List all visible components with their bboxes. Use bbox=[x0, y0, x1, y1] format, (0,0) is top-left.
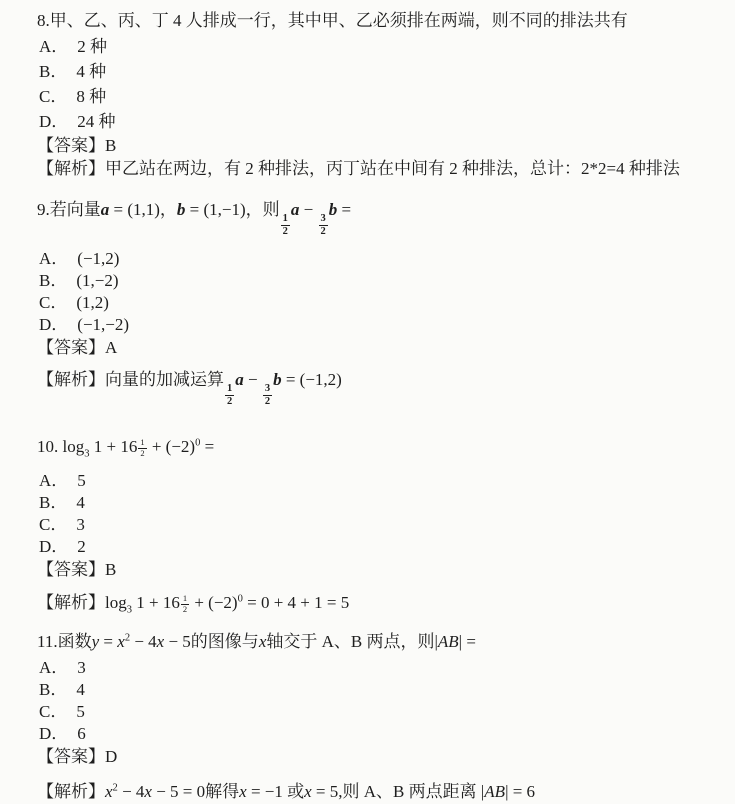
question-11 bbox=[37, 629, 709, 804]
question-11-option-d bbox=[37, 723, 709, 745]
question-8-option-a bbox=[37, 34, 709, 59]
question-11-option-a bbox=[37, 657, 709, 679]
option-label: B． bbox=[39, 271, 68, 291]
question-11-answer: 【答案】D bbox=[37, 747, 118, 767]
question-8-option-b bbox=[37, 59, 709, 84]
option-label: C． bbox=[39, 87, 68, 106]
option-label: C． bbox=[39, 702, 68, 722]
question-10-explanation: 【解析】$\log_3 1 + 16$ $\frac{1}{2}$ + $(-2)^0 = 0 + 4 + 1 = 5$ bbox=[37, 593, 350, 616]
question-9-option-a bbox=[37, 248, 709, 270]
question-11-stem: 11.函数$y = x^2 - 4x - 5$的图像与x轴交于 A、B 两点，则|AB| = bbox=[37, 632, 476, 652]
option-text: 2 种 bbox=[77, 37, 108, 56]
question-9-answer: 【答案】A bbox=[37, 338, 118, 358]
option-label: B． bbox=[39, 62, 68, 81]
question-9-stem: 9.若向量a = (1,1)，b = (1,−1)，则 $\frac{1}{2}$ a − $\frac{3}{2}$ b = bbox=[37, 200, 352, 238]
option-text: 4 种 bbox=[76, 62, 107, 81]
option-text: 5 bbox=[76, 702, 85, 722]
option-text: 5 bbox=[77, 471, 86, 491]
option-text: 6 bbox=[77, 724, 86, 744]
question-8-explanation: 【解析】甲乙站在两边，有 2 种排法，丙丁站在中间有 2 种排法，总计：2*2=4 种排法 bbox=[37, 159, 680, 178]
option-text: (1,2) bbox=[76, 293, 109, 313]
option-text: 24 种 bbox=[77, 112, 116, 131]
option-label: D． bbox=[39, 112, 69, 131]
question-8-option-c bbox=[37, 84, 709, 109]
question-11-option-b bbox=[37, 679, 709, 701]
option-label: A． bbox=[39, 471, 69, 491]
question-10-option-a bbox=[37, 470, 709, 492]
option-label: A． bbox=[39, 37, 69, 56]
question-9-option-c bbox=[37, 292, 709, 314]
option-text: (1,−2) bbox=[76, 271, 119, 291]
question-9-option-d bbox=[37, 314, 709, 336]
option-text: 8 种 bbox=[76, 87, 107, 106]
question-11-option-c bbox=[37, 701, 709, 723]
option-text: 3 bbox=[77, 658, 86, 678]
question-10-option-c bbox=[37, 514, 709, 536]
option-text: (−1,−2) bbox=[77, 315, 130, 335]
question-11-explanation: 【解析】$x^2 - 4x - 5 = 0$解得x = −1 或x = 5,则 A、B 两点距离 |AB| = 6 bbox=[37, 782, 536, 802]
option-label: D． bbox=[39, 537, 69, 557]
option-label: C． bbox=[39, 515, 68, 535]
option-text: (−1,2) bbox=[77, 249, 120, 269]
option-text: 4 bbox=[76, 680, 85, 700]
option-label: B． bbox=[39, 493, 68, 513]
option-label: C． bbox=[39, 293, 68, 313]
option-label: D． bbox=[39, 315, 69, 335]
option-label: B． bbox=[39, 680, 68, 700]
question-9-explanation: 【解析】向量的加减运算 $\frac{1}{2}$ a − $\frac{3}{2}$ b = (−1,2) bbox=[37, 370, 342, 408]
question-8-answer: 【答案】B bbox=[37, 136, 117, 155]
question-10-stem: 10. $\log_3 1 + 16$ $\frac{1}{2}$ + $(-2)^0$ = bbox=[37, 437, 215, 460]
question-10-answer: 【答案】B bbox=[37, 560, 117, 580]
question-10-option-d bbox=[37, 536, 709, 558]
option-label: A． bbox=[39, 249, 69, 269]
question-10 bbox=[37, 434, 709, 615]
question-10-option-b bbox=[37, 492, 709, 514]
question-9 bbox=[37, 197, 709, 408]
question-8 bbox=[37, 8, 709, 181]
option-text: 2 bbox=[77, 537, 86, 557]
question-8-stem: 8.甲、乙、丙、丁 4 人排成一行，其中甲、乙必须排在两端，则不同的排法共有 bbox=[37, 11, 628, 30]
question-8-option-d bbox=[37, 109, 709, 134]
option-label: A． bbox=[39, 658, 69, 678]
option-text: 4 bbox=[76, 493, 85, 513]
option-label: D． bbox=[39, 724, 69, 744]
question-9-option-b bbox=[37, 270, 709, 292]
option-text: 3 bbox=[76, 515, 85, 535]
